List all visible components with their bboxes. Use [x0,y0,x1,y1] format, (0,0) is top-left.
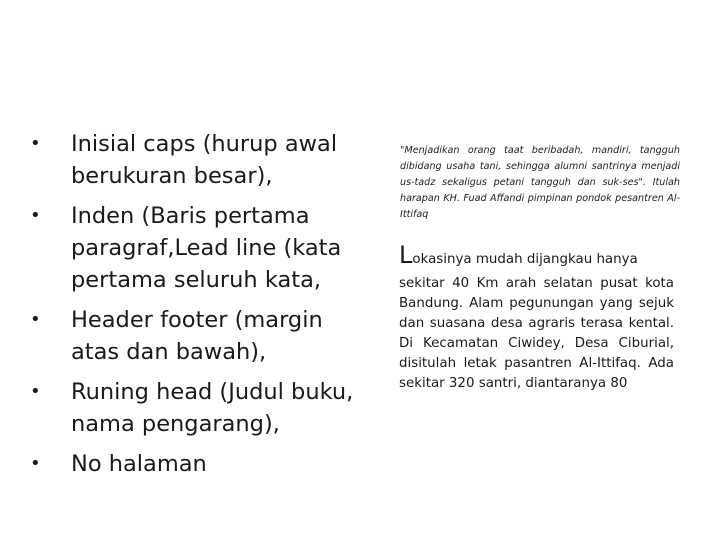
bullet-text: No halaman [71,451,207,477]
paragraph-body: sekitar 40 Km arah selatan pusat kota Bandung. Alam pegunungan yang sejuk dan suasana desa agraris terasa kental. Di Kecamatan Ciwidey, Desa Ciburial, disitulah letak pasantren Al-Ittifaq. Ada sekitar 320 santri, diantaranya 80 [399,276,674,391]
list-item [28,304,368,368]
list-item [28,128,368,192]
bullet-text: Inden (Baris pertama paragraf,Lead line (kata pertama seluruh kata, [71,203,342,293]
bullet-icon: • [30,453,41,474]
quote-text: "Menjadikan orang taat beribadah, mandiri, tangguh dibidang usaha tani, sehingga alumni santrinya menjadi us-tadz sekaligus petani tangguh dan suk-ses". Itulah harapan KH. Fuad Affandi pimpinan pondok pesantren Al-Ittifaq [400,145,680,220]
bullet-icon: • [30,205,41,226]
list-item [28,376,368,440]
list-item [28,448,368,480]
bullet-icon: • [30,133,41,154]
initial-cap: L [399,241,413,269]
bullet-list [28,128,368,488]
list-item [28,200,368,296]
first-line-text: okasinya mudah dijangkau hanya [412,252,638,267]
bullet-icon: • [30,309,41,330]
bullet-text: Inisial caps (hurup awal berukuran besar), [71,131,338,189]
bullet-text: Header footer (margin atas dan bawah), [71,307,323,365]
paragraph-first-line [399,243,674,270]
bullet-text: Runing head (Judul buku, nama pengarang), [71,379,354,437]
bullet-icon: • [30,381,41,402]
article-paragraph [399,243,674,394]
